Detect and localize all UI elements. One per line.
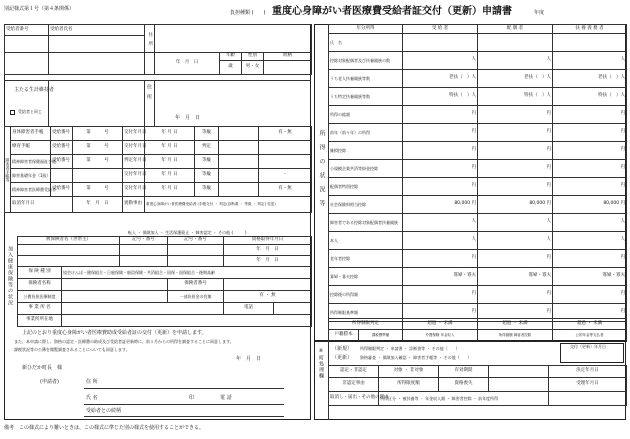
address-label: 住 所	[145, 25, 155, 53]
col-recipient: 受 給 者	[403, 25, 478, 34]
income-cell-a[interactable]: 人	[403, 214, 478, 232]
office-use-title: ※町処理欄	[318, 348, 324, 379]
income-row	[329, 34, 627, 52]
income-cell-c[interactable]: 円	[553, 142, 627, 160]
office-new: 所得制限判定 ・ 申請書 ・ 診断書等 ・ その他（ ）	[360, 346, 460, 351]
sex-value[interactable]: 男・女	[242, 61, 264, 75]
income-cell-a[interactable]: 寡婦・寡夫	[403, 268, 478, 286]
office-renew: 資格審査 ・ 保険加入確認 ・ 障害者手帳等 ・ その他（ ）	[360, 355, 472, 360]
grade-no-label: 受給番号	[51, 127, 73, 141]
income-cell-b[interactable]: 寡婦・寡夫	[478, 268, 553, 286]
col-year: 年分所得	[329, 25, 403, 34]
income-cell-c[interactable]: 円	[553, 286, 627, 304]
same-as-recipient-label: 受給者と同じ	[18, 109, 42, 114]
income-cell-c[interactable]: 特扶（ ）人	[553, 88, 627, 106]
income-cell-c[interactable]: 人	[553, 52, 627, 70]
income-table	[328, 24, 627, 322]
disability-yn[interactable]: 有・無	[259, 127, 312, 141]
recipient-no-field[interactable]	[5, 36, 49, 53]
income-row	[329, 124, 627, 142]
issue-date-label: 交付年月日	[123, 127, 145, 141]
office-table: 認定・非認定 対象 ・ 非対象 有効期間 決定年月日 非認定事由 所得限度額 資格喪失 受理年月日 取消し・届出・その他の理由 所得区分 ・ 被扶養等 ・ 年金収入額 ・ 障害者控除 ・ 前年度所得	[328, 365, 627, 406]
income-row-label: うち老人扶養親族等数	[329, 70, 403, 88]
applicant-address-label: 住 所	[86, 379, 98, 385]
footer-note: 備考 この様式により難いときは、この様式に準じた別の様式を使用することができる。	[4, 425, 205, 431]
income-row	[329, 250, 627, 268]
insurance-table: 被保険者名（世帯主） 記号・番号 記号・番号 資格取得年月日 年 月 日 年 月 日 保 険 種 別 協会けんぽ・健保組合・日雇保険・船員保険・共済組合・国保・国保組合・後期高齢 保険者名称 保険者番号 公費負担医療制度 一部負担金の有無 有 ・ 無 事 業 所 名 電話 事業所所在地	[17, 236, 312, 327]
age-value: 歳	[220, 61, 242, 75]
recipient-name-field[interactable]	[49, 36, 145, 53]
welfare-label: 精神障害者医療費受給者	[11, 183, 51, 197]
income-cell-b[interactable]	[478, 34, 553, 52]
income-cell-a[interactable]: 80,000 円	[403, 196, 478, 214]
income-row-label: 寡婦・寡夫控除	[329, 268, 403, 286]
income-cell-b[interactable]: 円	[478, 304, 553, 322]
income-cell-a[interactable]: 人	[403, 232, 478, 250]
income-cell-b[interactable]: 80,000 円	[478, 196, 553, 214]
income-cell-b[interactable]: 円	[478, 178, 553, 196]
income-cell-b[interactable]: 円	[478, 106, 553, 124]
income-cell-b[interactable]: 人	[478, 232, 553, 250]
relation-to-recipient: 受給者との続柄	[86, 408, 122, 414]
office-new-label: （新規）	[332, 346, 353, 352]
income-cell-b[interactable]: 円	[478, 124, 553, 142]
income-cell-b[interactable]: 人	[478, 52, 553, 70]
sex-male[interactable]: 男	[245, 64, 251, 70]
therapy-label: 療育手帳	[11, 141, 51, 155]
income-cell-a[interactable]: 老扶（ ）人	[403, 70, 478, 88]
col-supporter: 扶 養 義 務 者	[553, 25, 627, 34]
loss-date-label: 取消年月日	[11, 197, 73, 213]
sex-female[interactable]: 女	[254, 64, 260, 70]
applicant-phone-label: 電 話	[220, 395, 232, 401]
mayor: 新ひだか町長 様	[22, 365, 63, 371]
income-row	[329, 232, 627, 250]
form-number: 別記様式第１号（第４条関係）	[4, 6, 75, 12]
income-row-label: 本人	[329, 232, 403, 250]
income-row-label: 控除後の所得額	[329, 286, 403, 304]
application-date: 年 月 日	[236, 356, 262, 362]
supporter-birth: 年 月 日	[175, 115, 201, 121]
burden-type: 負担種類 ( )	[230, 10, 266, 16]
recipient-name-label: 受給者氏名	[49, 25, 145, 36]
income-row-label: 氏 名	[329, 34, 403, 52]
name-field-2[interactable]	[49, 53, 145, 75]
income-row-label: 小規模企業共済等掛金控除	[329, 160, 403, 178]
income-cell-a[interactable]: 円	[403, 286, 478, 304]
year-label: 年度	[534, 10, 545, 16]
income-row-label: 控除対象配偶者及び扶養親族の数	[329, 52, 403, 70]
income-row	[329, 142, 627, 160]
insurance-title: 加入健康保険等の状況	[7, 246, 13, 306]
reason-label: 異動事由	[123, 197, 145, 213]
recipient-no-label: 受給者番号	[5, 25, 49, 36]
change-reasons-2: 転入 ・ 保険加入 ・ 生活保護廃止 ・ 障害認定 ・ その他 ( )	[128, 230, 247, 235]
main-supporter-label: 主たる生計維持者	[14, 87, 55, 93]
income-cell-a[interactable]: 円	[403, 178, 478, 196]
income-row	[329, 268, 627, 286]
declaration-2: また、本申請に際し、資格の認定・医療費の助成及び受給者証更新時に、前１月からの所得を調査することに同意します。	[14, 339, 234, 344]
income-cell-c[interactable]	[553, 34, 627, 52]
page-title: 重度心身障がい者医療費受給者証交付（更新）申請書	[272, 6, 512, 17]
income-row	[329, 70, 627, 88]
income-cell-a[interactable]: 人	[403, 52, 478, 70]
income-row-label: 老年者控除	[329, 250, 403, 268]
income-row-label: 社会保険料相当控除	[329, 196, 403, 214]
income-cell-b[interactable]: 円	[478, 142, 553, 160]
income-cell-c[interactable]: 人	[553, 232, 627, 250]
income-cell-a[interactable]: 円	[403, 124, 478, 142]
income-row	[329, 106, 627, 124]
income-cell-a[interactable]: 特扶（ ）人	[403, 88, 478, 106]
income-row-label: 障害者である控除対象配偶者扶養親族	[329, 214, 403, 232]
income-row	[329, 160, 627, 178]
income-row-label: うち特定扶養親族等数	[329, 88, 403, 106]
income-cell-c[interactable]: 円	[553, 250, 627, 268]
insured-name-field[interactable]	[18, 245, 120, 256]
income-row	[329, 52, 627, 70]
income-cell-b[interactable]: 老扶（ ）人	[478, 70, 553, 88]
applicant-label: (申請者)	[40, 379, 59, 385]
address-field[interactable]	[155, 25, 312, 53]
income-cell-c[interactable]: 寡婦・寡夫	[553, 268, 627, 286]
income-cell-c[interactable]: 80,000 円	[553, 196, 627, 214]
birth-date: 年 月 日	[155, 53, 220, 75]
income-row-label: 雑損控除	[329, 142, 403, 160]
change-reasons: 重度心身障がい者医療費受給者 (手帳交付 ・ 判定(診断書 ・ 等級 ・ 判定) 変更)	[145, 197, 312, 213]
income-cell-a[interactable]: 円	[403, 304, 478, 322]
income-cell-b[interactable]: 円	[478, 286, 553, 304]
income-row	[329, 88, 627, 106]
relation-label: 続柄	[264, 53, 312, 61]
income-row	[329, 286, 627, 304]
income-cell-c[interactable]: 円	[553, 106, 627, 124]
disability-label: 身体障害者手帳	[11, 127, 51, 141]
income-cell-c[interactable]: 円	[553, 304, 627, 322]
income-cell-b[interactable]: 円	[478, 160, 553, 178]
tax-table: 所得制限判定 超過 ・ 未満 超過 ・ 未満 超過 ・ 未満 戸籍謄本 課税標準額 介護保険 年金収入 所得割額 障害者控除 公的年金等支払者	[328, 318, 627, 342]
income-row-label: 所得の総額	[329, 106, 403, 124]
income-cell-a[interactable]: 円	[403, 142, 478, 160]
income-cell-c[interactable]: 人	[553, 214, 627, 232]
income-row-label: 所得制限基準額	[329, 304, 403, 322]
income-cell-a[interactable]: 円	[403, 106, 478, 124]
income-cell-c[interactable]: 老扶（ ）人	[553, 70, 627, 88]
income-cell-a[interactable]: 円	[403, 160, 478, 178]
pension-label: 障害基礎年金（1級）	[11, 169, 51, 183]
mental-label: 精神障害者保健福祉手帳	[11, 155, 51, 169]
seal-mark: 印	[189, 395, 195, 401]
sex-label: 性別	[242, 53, 264, 61]
income-cell-c[interactable]: 円	[553, 160, 627, 178]
income-row-label: 前年（前々年）の所得	[329, 124, 403, 142]
income-cell-a[interactable]	[403, 34, 478, 52]
income-cell-b[interactable]: 人	[478, 214, 553, 232]
income-row	[329, 178, 627, 196]
insurance-types[interactable]: 協会けんぽ・健保組合・日雇保険・船員保険・共済組合・国保・国保組合・後期高齢	[62, 267, 312, 279]
office-renew-label: （更新）	[332, 355, 353, 361]
handbook-table: 障害者手帳等 身体障害者手帳 受給番号 第 号 交付年月日 年 月 日 等級 有・無 療育手帳 受給番号 第 号 交付年月日 年 月 日 判定 精神障害者保健福祉手帳 受給番号 第 号 判定年月日 年 月 日 等級 障害基礎年金（1級） 交付年月日 年 月 日 等級 ・ 精神障害者医療費受給者 受給番号 第 号 交付年月日 年 月 日 等級 有・無 取消年月日 年 月 日 異動事由 重度心身障がい者医療費受給者 (手帳交付 ・ 判定(診断書 ・ 等級 ・ 判定) 変更)	[4, 126, 312, 213]
same-as-recipient-checkbox[interactable]	[10, 110, 15, 115]
income-cell-b[interactable]: 円	[478, 250, 553, 268]
income-cell-c[interactable]: 円	[553, 178, 627, 196]
left-frame	[4, 24, 311, 420]
supporter-address-label: 住 所	[146, 84, 152, 99]
office-issue-date: 交付（更新）年月日	[570, 344, 606, 349]
income-row-label: 配偶者特別控除	[329, 178, 403, 196]
recipient-table	[4, 24, 312, 75]
col-spouse: 配 偶 者	[478, 25, 553, 34]
income-cell-b[interactable]: 特扶（ ）人	[478, 88, 553, 106]
declaration-1: 上記のとおり重度心身障がい者医療費助成受給者証の交付（更新）を申請します。	[22, 330, 207, 336]
insurance-type-label: 保 険 種 別	[18, 267, 62, 279]
income-row	[329, 214, 627, 232]
income-row	[329, 196, 627, 214]
applicant-name-label: 氏 名	[86, 395, 98, 401]
income-cell-a[interactable]: 円	[403, 250, 478, 268]
declaration-3: 課税状況等の公簿を閲覧調査されることについても同意します。	[14, 347, 130, 352]
age-label: 年齢	[220, 53, 242, 61]
income-cell-c[interactable]: 円	[553, 124, 627, 142]
